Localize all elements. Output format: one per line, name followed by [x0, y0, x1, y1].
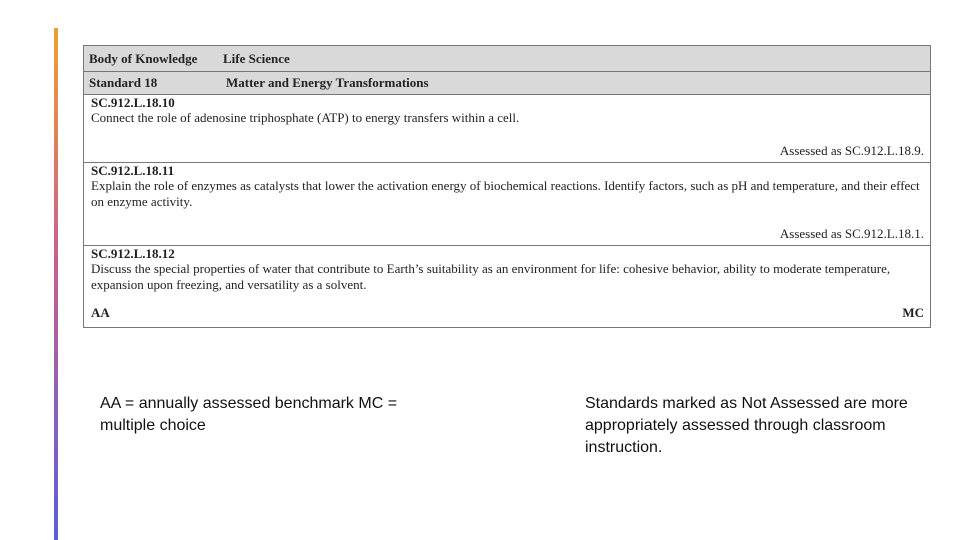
assessed-note: Assessed as SC.912.L.18.9. — [779, 143, 924, 158]
assessment-note: Standards marked as Not Assessed are more appropriately assessed through classroom instruction. — [585, 395, 908, 456]
standard-label: Standard 18 — [89, 75, 158, 90]
body-of-knowledge-value: Life Science — [223, 50, 290, 66]
benchmark-description: Discuss the special properties of water that contribute to Earth’s suitability as an environment for life: cohesive behavior, ability to moderate temperature, expansion upon freezing, and versatility as a solvent. — [91, 261, 891, 292]
legend-note: AA = annually assessed benchmark MC = multiple choice — [100, 395, 398, 434]
standards-table — [83, 45, 931, 328]
benchmark-description: Connect the role of adenosine triphosphate (ATP) to energy transfers within a cell. — [91, 110, 520, 125]
mc-tag: MC — [902, 305, 924, 320]
body-of-knowledge-row — [84, 46, 930, 72]
assessment-tags — [91, 305, 924, 321]
benchmark-code: SC.912.L.18.11 — [91, 163, 175, 178]
body-of-knowledge-label: Body of Knowledge — [89, 50, 198, 66]
benchmark-code: SC.912.L.18.10 — [91, 95, 175, 110]
benchmark-code: SC.912.L.18.12 — [91, 246, 175, 261]
benchmark-description: Explain the role of enzymes as catalysts that lower the activation energy of biochemical reactions. Identify factors, such as pH and temperature, and their effect on enzyme activity. — [91, 178, 920, 209]
standard-value: Matter and Energy Transformations — [226, 75, 429, 90]
standard-row — [84, 72, 930, 95]
accent-bar — [54, 28, 58, 540]
aa-tag: AA — [91, 305, 110, 320]
benchmark-row — [84, 246, 930, 326]
assessed-note: Assessed as SC.912.L.18.1. — [779, 226, 924, 241]
benchmark-row — [84, 163, 930, 246]
benchmark-row — [84, 95, 930, 163]
